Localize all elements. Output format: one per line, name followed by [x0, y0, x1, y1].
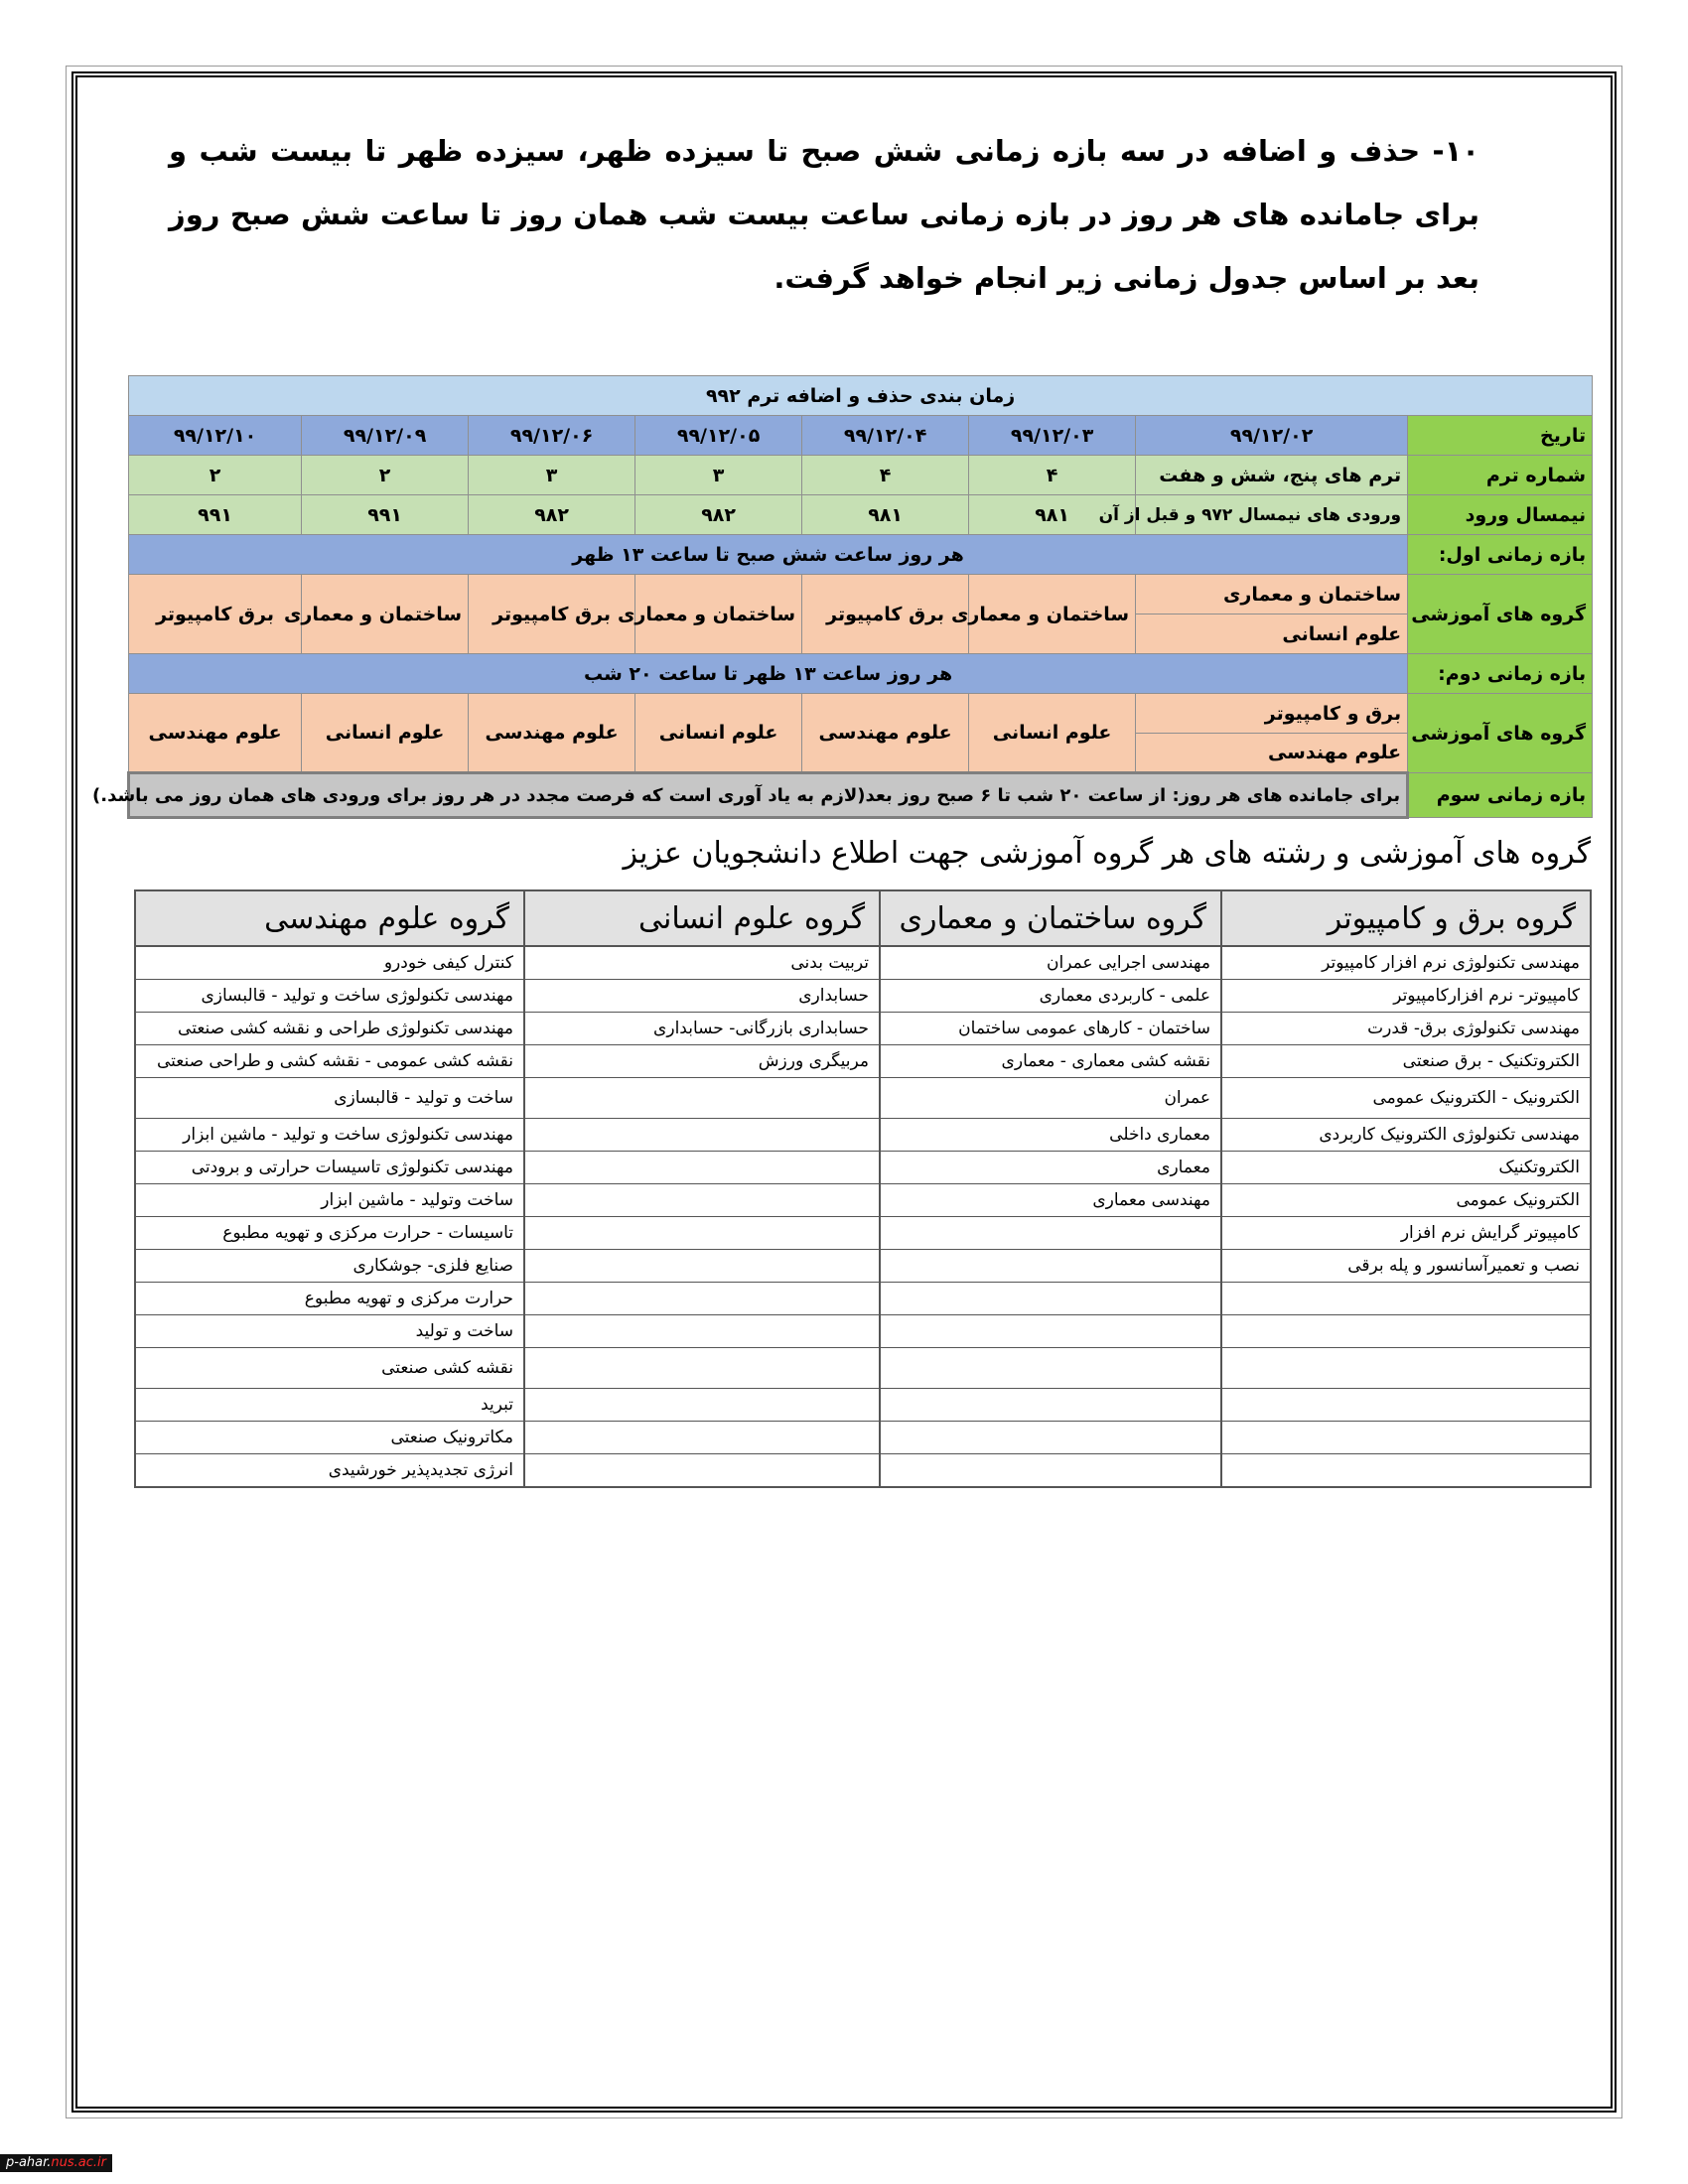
major-cell: مهندسی تکنولوژی نرم افزار کامپیوتر	[1221, 946, 1591, 980]
semester-cell: ۹۸۲	[635, 495, 802, 535]
group-cell: برق کامپیوتر	[469, 575, 635, 654]
major-cell	[524, 1315, 880, 1348]
semester-cell: ۹۸۱	[969, 495, 1136, 535]
slot1-time: هر روز ساعت شش صبح تا ساعت ۱۳ ظهر	[129, 535, 1408, 575]
major-cell: مکاترونیک صنعتی	[135, 1422, 524, 1454]
major-cell: مهندسی تکنولوژی الکترونیک کاربردی	[1221, 1119, 1591, 1152]
term-cell: ۲	[129, 456, 302, 495]
row-label-date: تاریخ	[1408, 416, 1593, 456]
major-cell: مهندسی تکنولوژی تاسیسات حرارتی و برودتی	[135, 1152, 524, 1184]
term-cell: ۴	[969, 456, 1136, 495]
major-cell: حرارت مرکزی و تهویه مطبوع	[135, 1283, 524, 1315]
major-cell: معماری	[880, 1152, 1221, 1184]
slot2-time: هر روز ساعت ۱۳ ظهر تا ساعت ۲۰ شب	[129, 654, 1408, 694]
semester-cell: ۹۹۱	[129, 495, 302, 535]
group-cell: ساختمان و معماری	[969, 575, 1136, 654]
major-cell	[1221, 1422, 1591, 1454]
major-cell	[524, 1078, 880, 1119]
table-row	[135, 1283, 1591, 1315]
major-cell	[880, 1315, 1221, 1348]
major-cell: نصب و تعمیرآسانسور و پله برقی	[1221, 1250, 1591, 1283]
group-cell: ساختمان و معماری	[302, 575, 469, 654]
major-cell	[524, 1454, 880, 1488]
major-cell: الکترونیک عمومی	[1221, 1184, 1591, 1217]
group-cell: علوم مهندسی	[1136, 734, 1408, 773]
major-cell	[880, 1422, 1221, 1454]
major-cell	[880, 1217, 1221, 1250]
row-label-groups: گروه های آموزشی	[1408, 694, 1593, 773]
major-cell: تربیت بدنی	[524, 946, 880, 980]
row-label-groups: گروه های آموزشی	[1408, 575, 1593, 654]
major-cell: ساخت و تولید	[135, 1315, 524, 1348]
row-label-semester: نیمسال ورود	[1408, 495, 1593, 535]
group-cell: علوم انسانی	[635, 694, 802, 773]
table-row	[135, 1045, 1591, 1078]
major-cell	[524, 1422, 880, 1454]
major-cell: صنایع فلزی- جوشکاری	[135, 1250, 524, 1283]
group-cell: علوم مهندسی	[469, 694, 635, 773]
major-cell	[1221, 1348, 1591, 1389]
group-cell: برق کامپیوتر	[129, 575, 302, 654]
date-cell: ۹۹/۱۲/۰۲	[1136, 416, 1408, 456]
table-row	[135, 946, 1591, 980]
table-row	[135, 1119, 1591, 1152]
site-watermark	[0, 2154, 112, 2172]
major-cell: مهندسی تکنولوژی طراحی و نقشه کشی صنعتی	[135, 1013, 524, 1045]
slot3-note: برای جامانده های هر روز: از ساعت ۲۰ شب تا ۶ صبح روز بعد(لازم به یاد آوری است که فرصت مجدد در هر روز برای ورودی های همان روز می باشد.)	[129, 773, 1408, 818]
group-cell: ساختمان و معماری	[635, 575, 802, 654]
row-label-term: شماره ترم	[1408, 456, 1593, 495]
major-cell	[524, 1152, 880, 1184]
major-cell: الکتروتکنیک - برق صنعتی	[1221, 1045, 1591, 1078]
major-cell: کنترل کیفی خودرو	[135, 946, 524, 980]
major-cell	[880, 1389, 1221, 1422]
slot2-groups-row	[129, 694, 1593, 734]
major-cell	[1221, 1454, 1591, 1488]
group-cell: برق کامپیوتر	[802, 575, 969, 654]
group-cell: علوم انسانی	[1136, 614, 1408, 654]
slot3-row	[129, 773, 1593, 818]
group-cell: علوم مهندسی	[129, 694, 302, 773]
term-row	[129, 456, 1593, 495]
date-cell: ۹۹/۱۲/۰۴	[802, 416, 969, 456]
major-cell: معماری داخلی	[880, 1119, 1221, 1152]
group-cell: ساختمان و معماری	[1136, 575, 1408, 614]
date-cell: ۹۹/۱۲/۰۳	[969, 416, 1136, 456]
major-cell	[524, 1184, 880, 1217]
term-cell: ۳	[635, 456, 802, 495]
group-cell: علوم انسانی	[969, 694, 1136, 773]
major-cell	[880, 1348, 1221, 1389]
major-cell: علمی - کاربردی معماری	[880, 980, 1221, 1013]
major-cell: کامپیوتر گرایش نرم افزار	[1221, 1217, 1591, 1250]
major-cell: عمران	[880, 1078, 1221, 1119]
table-row	[135, 1013, 1591, 1045]
major-cell	[524, 1250, 880, 1283]
major-cell: مهندسی تکنولوژی برق- قدرت	[1221, 1013, 1591, 1045]
major-cell: ساخت وتولید - ماشین ابزار	[135, 1184, 524, 1217]
table-row	[135, 980, 1591, 1013]
major-cell	[524, 1217, 880, 1250]
table-row	[135, 1454, 1591, 1488]
major-cell: نقشه کشی صنعتی	[135, 1348, 524, 1389]
major-cell: حسابداری	[524, 980, 880, 1013]
major-cell: مهندسی اجرایی عمران	[880, 946, 1221, 980]
major-cell: تاسیسات - حرارت مرکزی و تهویه مطبوع	[135, 1217, 524, 1250]
semester-cell: ۹۸۱	[802, 495, 969, 535]
date-cell: ۹۹/۱۲/۰۹	[302, 416, 469, 456]
major-cell: حسابداری بازرگانی- حسابداری	[524, 1013, 880, 1045]
row-label-slot2: بازه زمانی دوم:	[1408, 654, 1593, 694]
major-cell: مهندسی معماری	[880, 1184, 1221, 1217]
term-cell: ترم های پنج، شش و هفت	[1136, 456, 1408, 495]
major-cell	[1221, 1283, 1591, 1315]
major-cell: کامپیوتر- نرم افزارکامپیوتر	[1221, 980, 1591, 1013]
major-cell	[1221, 1315, 1591, 1348]
table-row	[135, 1389, 1591, 1422]
date-cell: ۹۹/۱۲/۰۵	[635, 416, 802, 456]
term-cell: ۲	[302, 456, 469, 495]
semester-row	[129, 495, 1593, 535]
major-cell	[880, 1250, 1221, 1283]
table-row	[135, 1078, 1591, 1119]
major-cell	[1221, 1389, 1591, 1422]
watermark-prefix: p-ahar.	[6, 2155, 52, 2170]
term-cell: ۳	[469, 456, 635, 495]
date-cell: ۹۹/۱۲/۱۰	[129, 416, 302, 456]
row-label-slot3: بازه زمانی سوم	[1408, 773, 1593, 818]
table-row	[135, 1315, 1591, 1348]
major-cell: مهندسی تکنولوژی ساخت و تولید - ماشین ابزار	[135, 1119, 524, 1152]
semester-cell: ۹۸۲	[469, 495, 635, 535]
schedule-title: زمان بندی حذف و اضافه ترم ۹۹۲	[129, 376, 1593, 416]
major-cell: ساختمان - کارهای عمومی ساختمان	[880, 1013, 1221, 1045]
major-cell: الکترونیک - الکترونیک عمومی	[1221, 1078, 1591, 1119]
header-construction-architecture: گروه ساختمان و معماری	[880, 890, 1221, 946]
table-row	[135, 1250, 1591, 1283]
major-cell	[880, 1454, 1221, 1488]
major-cell: ساخت و تولید - قالبسازی	[135, 1078, 524, 1119]
slot2-row	[129, 654, 1593, 694]
intro-paragraph: ۱۰- حذف و اضافه در سه بازه زمانی شش صبح تا سیزده ظهر، سیزده ظهر تا بیست شب و برای جامانده های هر روز در بازه زمانی ساعت بیست شب همان روز تا ساعت شش صبح روز بعد بر اساس جدول زمانی زیر انجام خواهد گرفت.	[169, 134, 1479, 295]
header-humanities: گروه علوم انسانی	[524, 890, 880, 946]
major-cell: نقشه کشی عمومی - نقشه کشی و طراحی صنعتی	[135, 1045, 524, 1078]
majors-heading: گروه های آموزشی و رشته های هر گروه آموزشی جهت اطلاع دانشجویان عزیز	[623, 836, 1591, 871]
header-electrical-computer: گروه برق و کامپیوتر	[1221, 890, 1591, 946]
major-cell: مربیگری ورزش	[524, 1045, 880, 1078]
major-cell	[524, 1283, 880, 1315]
watermark-domain: nus.ac.ir	[51, 2155, 106, 2170]
major-cell: انرژی تجدیدپذیر خورشیدی	[135, 1454, 524, 1488]
date-cell: ۹۹/۱۲/۰۶	[469, 416, 635, 456]
major-cell	[880, 1283, 1221, 1315]
group-cell: برق و کامپیوتر	[1136, 694, 1408, 734]
major-cell	[524, 1348, 880, 1389]
term-cell: ۴	[802, 456, 969, 495]
major-cell	[524, 1119, 880, 1152]
group-cell: علوم انسانی	[302, 694, 469, 773]
majors-table	[134, 889, 1592, 1488]
major-cell: تبرید	[135, 1389, 524, 1422]
major-cell: الکتروتکنیک	[1221, 1152, 1591, 1184]
group-cell: علوم مهندسی	[802, 694, 969, 773]
row-label-slot1: بازه زمانی اول:	[1408, 535, 1593, 575]
date-row	[129, 416, 1593, 456]
schedule-table	[92, 375, 1593, 819]
semester-cell: ۹۹۱	[302, 495, 469, 535]
major-cell: نقشه کشی معماری - معماری	[880, 1045, 1221, 1078]
table-row	[135, 1422, 1591, 1454]
header-engineering-sciences: گروه علوم مهندسی	[135, 890, 524, 946]
slot1-groups-row	[129, 575, 1593, 614]
major-cell	[524, 1389, 880, 1422]
table-row	[135, 1217, 1591, 1250]
table-row	[135, 1152, 1591, 1184]
slot1-row	[129, 535, 1593, 575]
semester-cell: ورودی های نیمسال ۹۷۲ و قبل از آن	[1136, 495, 1408, 535]
major-cell: مهندسی تکنولوژی ساخت و تولید - قالبسازی	[135, 980, 524, 1013]
table-row	[135, 1348, 1591, 1389]
table-row	[135, 1184, 1591, 1217]
